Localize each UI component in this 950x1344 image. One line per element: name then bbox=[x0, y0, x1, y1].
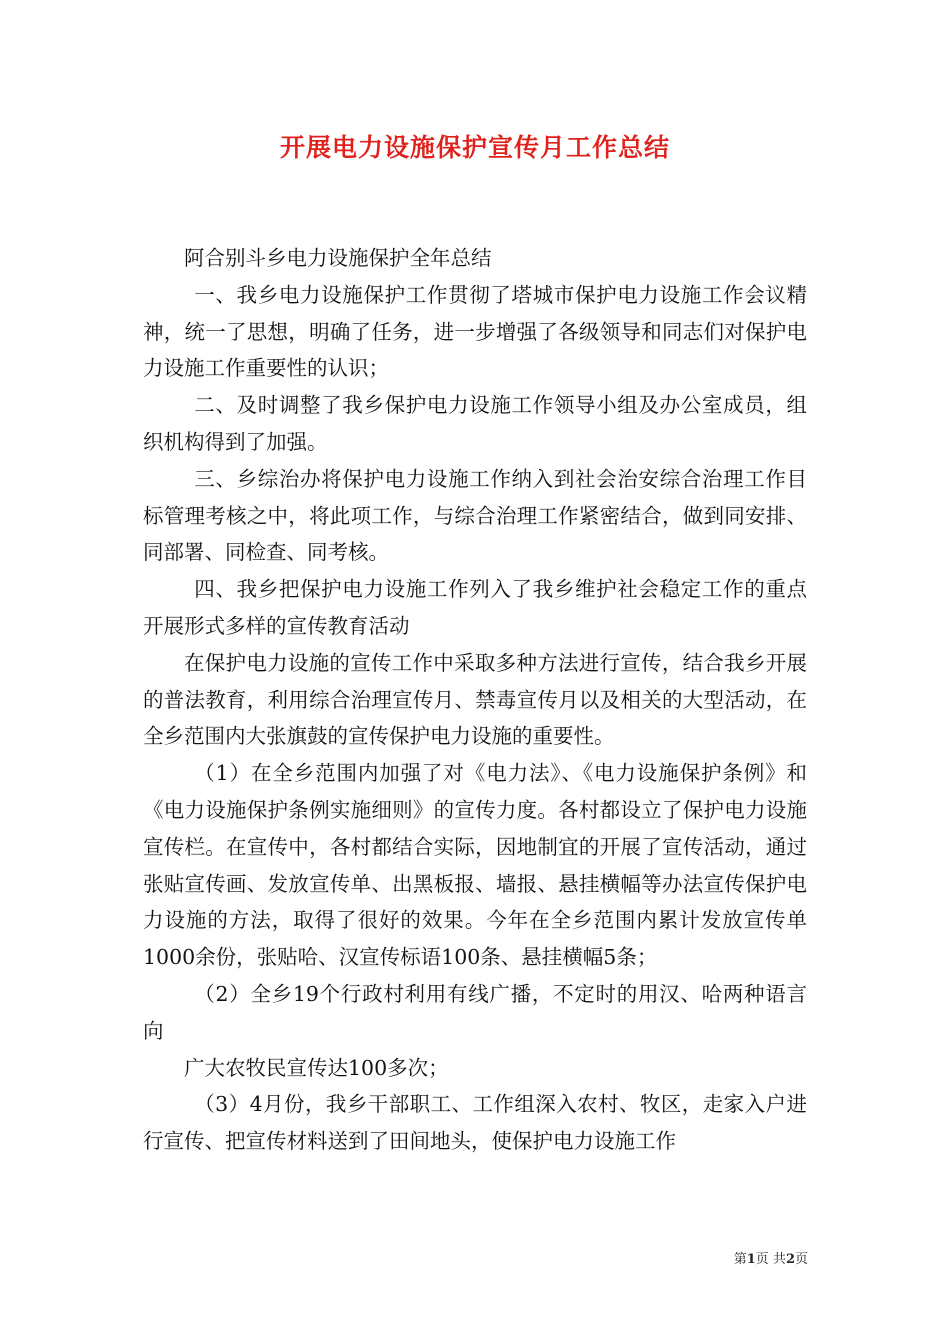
paragraph-point-2-continued: 广大农牧民宣传达100多次； bbox=[184, 1055, 449, 1080]
document-body bbox=[143, 240, 807, 1160]
document-title: 开展电力设施保护宣传月工作总结 bbox=[279, 133, 670, 162]
paragraph-item-1: 一、我乡电力设施保护工作贯彻了塔城市保护电力设施工作会议精神，统一了思想，明确了任务，进一步增强了各级领导和同志们对保护电力设施工作重要性的认识； bbox=[143, 282, 807, 381]
current-page-number: 1 bbox=[746, 1252, 756, 1267]
paragraph-point-1: （1）在全乡范围内加强了对《电力法》、《电力设施保护条例》和《电力设施保护条例实施细则》的宣传力度。各村都设立了保护电力设施宣传栏。在宣传中，各村都结合实际，因地制宜的开展了宣传活动，通过张贴宣传画、发放宣传单、出黑板报、墙报、悬挂横幅等办法宣传保护电力设施的方法，取得了很好的效果。今年在全乡范围内累计发放宣传单1000余份，张贴哈、汉宣传标语100条、悬挂横幅5条； bbox=[143, 761, 807, 970]
paragraph-item-2: 二、及时调整了我乡保护电力设施工作领导小组及办公室成员，组织机构得到了加强。 bbox=[143, 393, 807, 454]
footer-middle: 页 共 bbox=[755, 1252, 786, 1267]
paragraph-point-2: （2）全乡19个行政村利用有线广播，不定时的用汉、哈两种语言向 bbox=[143, 981, 807, 1043]
paragraph-item-4: 四、我乡把保护电力设施工作列入了我乡维护社会稳定工作的重点开展形式多样的宣传教育活动 bbox=[143, 577, 807, 638]
paragraph-point-3: （3）4月份，我乡干部职工、工作组深入农村、牧区，走家入户进行宣传、把宣传材料送到了田间地头，使保护电力设施工作 bbox=[143, 1092, 807, 1154]
footer-prefix: 第 bbox=[733, 1252, 747, 1267]
paragraph-publicity: 在保护电力设施的宣传工作中采取多种方法进行宣传，结合我乡开展的普法教育，利用综合治理宣传月、禁毒宣传月以及相关的大型活动，在全乡范围内大张旗鼓的宣传保护电力设施的重要性。 bbox=[143, 650, 807, 749]
page-number-footer bbox=[0, 1248, 808, 1267]
footer-suffix: 页 bbox=[794, 1252, 808, 1267]
paragraph-item-3: 三、乡综治办将保护电力设施工作纳入到社会治安综合治理工作目标管理考核之中，将此项工作，与综合治理工作紧密结合，做到同安排、同部署、同检查、同考核。 bbox=[143, 466, 807, 565]
total-page-number: 2 bbox=[785, 1252, 795, 1267]
paragraph-subtitle: 阿合别斗乡电力设施保护全年总结 bbox=[184, 246, 492, 270]
